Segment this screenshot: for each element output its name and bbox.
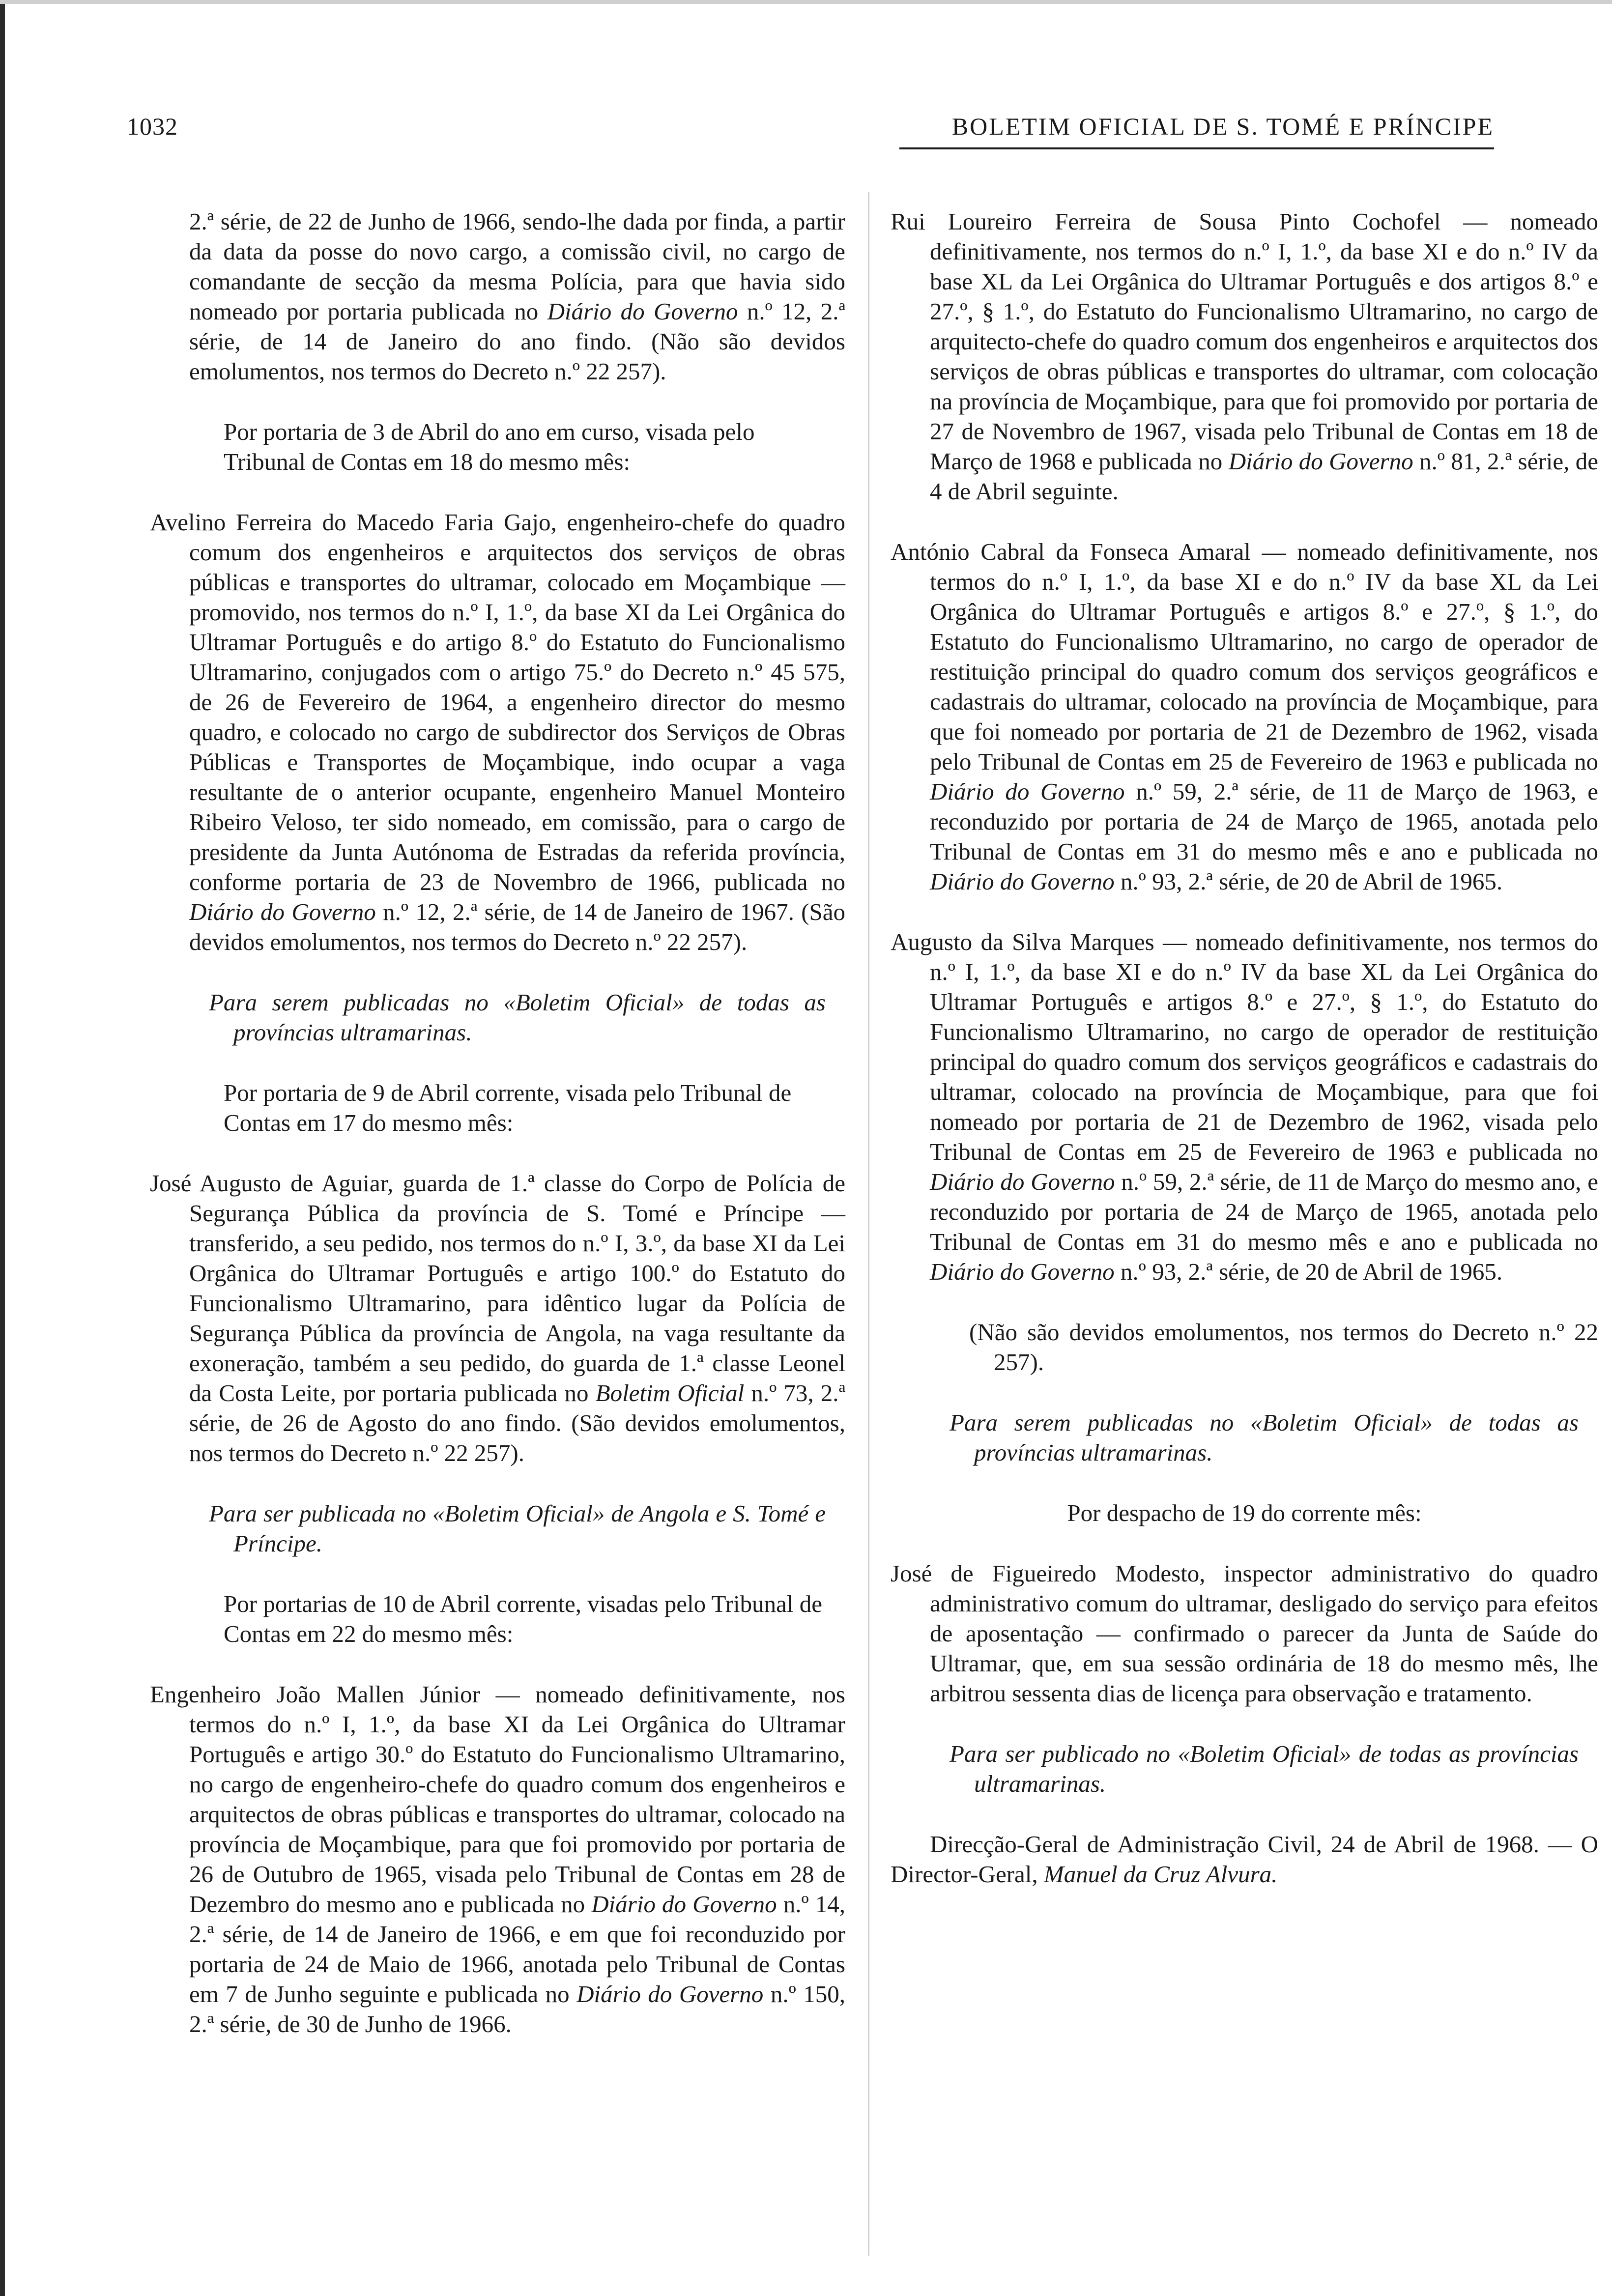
appointment-entry xyxy=(891,537,1598,896)
left-column xyxy=(150,206,845,2069)
despacho-intro: Por despacho de 19 do corrente mês: xyxy=(1067,1499,1422,1526)
publication-notice: Para serem publicadas no «Boletim Oficial» de todas as províncias ultramarinas. xyxy=(950,1409,1579,1466)
appointment-entry xyxy=(891,927,1598,1287)
italic-run: Diário do Governo xyxy=(189,898,376,925)
text-run: n.º 150, 2.ª série, de 30 de Junho de 1966. xyxy=(189,1980,846,2038)
italic-run: Diário do Governo xyxy=(576,1980,764,2008)
appointment-entry xyxy=(150,1679,845,2039)
italic-run: Diário do Governo xyxy=(547,298,738,325)
page-header xyxy=(127,112,1494,146)
appointment-entry xyxy=(891,206,1598,506)
scan-edge-left xyxy=(0,0,5,2296)
signature-block xyxy=(891,1829,1598,1889)
text-run: n.º 59, 2.ª série, de 11 de Março de 1963, e reconduzido por portaria de 24 de Março de 1965, anotada pelo Tribunal de Contas em 31 do mesmo mês e ano e publicada no xyxy=(930,778,1598,865)
signature-text: Direcção-Geral de Administração Civil, 24 de Abril de 1968. — O Director-Geral, xyxy=(891,1831,1598,1888)
column-divider xyxy=(868,192,869,2256)
text-run: n.º 59, 2.ª série, de 11 de Março do mesmo ano, e reconduzido por portaria de 24 de Março de 1965, anotada pelo Tribunal de Contas em 31 do mesmo mês e ano e publicada no xyxy=(930,1168,1599,1255)
text-run: n.º 93, 2.ª série, de 20 de Abril de 1965. xyxy=(1120,1258,1503,1285)
text-run: n.º 93, 2.ª série, de 20 de Abril de 1965. xyxy=(1120,868,1503,895)
publication-notice: Para serem publicadas no «Boletim Oficial» de todas as províncias ultramarinas. xyxy=(209,989,826,1046)
text-run: António Cabral da Fonseca Amaral — nomeado definitivamente, nos termos do n.º I, 1.º, da base XI e do n.º IV da base XL da Lei Orgânica do Ultramar Português e artigos 8.º e 27.º, § 1.º, do Estatuto do Funcionalismo Ultramarino, no cargo de operador de restituição principal do quadro comum dos serviços geográficos e cadastrais do ultramar, colocado na província de Moçambique, para que foi nomeado por portaria de 21 de Dezembro de 1962, visada pelo Tribunal de Contas em 25 de Fevereiro de 1963 e publicada no xyxy=(891,538,1598,775)
text-run: Engenheiro João Mallen Júnior — nomeado definitivamente, nos termos do n.º I, 1.º, da base XI da Lei Orgânica do Ultramar Português e artigo 30.º do Estatuto do Funcionalismo Ultramarino, no cargo de engenheiro-chefe do quadro comum dos engenheiros e arquitectos de obras públicas e transportes do ultramar, colocado na província de Moçambique, para que foi promovido por portaria de 26 de Outubro de 1965, visada pelo Tribunal de Contas em 28 de Dezembro do mesmo ano e publicada no xyxy=(150,1681,845,1918)
header-rule xyxy=(899,147,1494,149)
scan-edge-top xyxy=(0,0,1612,4)
text-run: Avelino Ferreira do Macedo Faria Gajo, engenheiro-chefe do quadro comum dos engenheiros e arquitectos dos serviços de obras públicas e transportes do ultramar, colocado em Moçambique — promovido, nos termos do n.º I, 1.º, da base XI da Lei Orgânica do Ultramar Português e do artigo 8.º do Estatuto do Funcionalismo Ultramarino, conjugados com o artigo 75.º do Decreto n.º 45 575, de 26 de Fevereiro de 1964, a engenheiro director do mesmo quadro, e colocado no cargo de subdirector dos Serviços de Obras Públicas e Transportes de Moçambique, indo ocupar a vaga resultante de o anterior ocupante, engenheiro Manuel Monteiro Ribeiro Veloso, ter sido nomeado, em comissão, para o cargo de presidente da Junta Autónoma de Estradas da referida província, conforme portaria de 23 de Novembro de 1966, publicada no xyxy=(150,509,845,895)
text-run: 2.ª série, de 22 de Junho de 1966, sendo-lhe dada por finda, a partir da data da posse do novo cargo, a comissão civil, no cargo de comandante de secção da mesma Polícia, para que havia sido nomeado por portaria publicada no xyxy=(189,208,845,325)
signatory-name: Manuel da Cruz Alvura. xyxy=(1043,1861,1278,1888)
italic-run: Boletim Oficial xyxy=(595,1379,745,1406)
text-run: José Augusto de Aguiar, guarda de 1.ª classe do Corpo de Polícia de Segurança Pública da província de S. Tomé e Príncipe — transferido, a seu pedido, nos termos do n.º I, 3.º, da base XI da Lei Orgânica do Ultramar Português e artigo 100.º do Estatuto do Funcionalismo Ultramarino, para idêntico lugar da Polícia de Segurança Pública da província de Angola, na vaga resultante da exoneração, também a seu pedido, do guarda de 1.ª classe Leonel da Costa Leite, por portaria publicada no xyxy=(150,1170,845,1406)
portaria-intro: Por portaria de 9 de Abril corrente, visada pelo Tribunal de Contas em 17 do mesmo mês: xyxy=(224,1079,792,1136)
continued-paragraph xyxy=(150,206,845,386)
italic-run: Diário do Governo xyxy=(1228,448,1413,475)
appointment-entry: José de Figueiredo Modesto, inspector administrativo do quadro administrativo comum do ultramar, desligado do serviço para efeitos de aposentação — confirmado o parecer da Junta de Saúde do Ultramar, que, em sua sessão ordinária de 18 do mesmo mês, lhe arbitrou sessenta dias de licença para observação e tratamento. xyxy=(891,1560,1598,1707)
page-number: 1032 xyxy=(127,113,178,140)
italic-run: Diário do Governo xyxy=(930,778,1125,805)
text-run: Rui Loureiro Ferreira de Sousa Pinto Cochofel — nomeado definitivamente, nos termos do n.º I, 1.º, da base XI e do n.º IV da base XL da Lei Orgânica do Ultramar Português e dos artigos 8.º e 27.º, § 1.º, do Estatuto do Funcionalismo Ultramarino, no cargo de arquitecto-chefe do quadro comum dos engenheiros e arquitectos dos serviços de obras públicas e transportes do ultramar, com colocação na província de Moçambique, para que foi promovido por portaria de 27 de Novembro de 1967, visada pelo Tribunal de Contas em 18 de Março de 1968 e publicada no xyxy=(891,208,1598,475)
emoluments-note: (Não são devidos emolumentos, nos termos do Decreto n.º 22 257). xyxy=(969,1319,1598,1376)
appointment-entry xyxy=(150,1168,845,1468)
appointment-entry xyxy=(150,507,845,957)
text-run: n.º 12, 2.ª série, de 14 de Janeiro de 1967. (São devidos emolumentos, nos termos do Decreto n.º 22 257). xyxy=(189,898,846,955)
text-run: n.º 12, 2.ª série, de 14 de Janeiro do ano findo. (Não são devidos emolumentos, nos termos do Decreto n.º 22 257). xyxy=(189,298,846,385)
publication-notice: Para ser publicado no «Boletim Oficial» de todas as províncias ultramarinas. xyxy=(950,1740,1579,1797)
text-run: Augusto da Silva Marques — nomeado definitivamente, nos termos do n.º I, 1.º, da base XI e do n.º IV da base XL da Lei Orgânica do Ultramar Português e artigos 8.º e 27.º, § 1.º, do Estatuto do Funcionalismo Ultramarino, no cargo de operador de restituição principal do quadro comum dos serviços geográficos e cadastrais do ultramar, colocado na província de Moçambique, para que foi nomeado por portaria de 21 de Dezembro de 1962, visada pelo Tribunal de Contas em 25 de Fevereiro de 1963 e publicada no xyxy=(891,928,1598,1165)
publication-notice: Para ser publicada no «Boletim Oficial» de Angola e S. Tomé e Príncipe. xyxy=(209,1500,826,1557)
portaria-intro: Por portarias de 10 de Abril corrente, visadas pelo Tribunal de Contas em 22 do mesmo mês: xyxy=(224,1590,822,1647)
running-title: BOLETIM OFICIAL DE S. TOMÉ E PRÍNCIPE xyxy=(951,113,1494,140)
text-run: n.º 81, 2.ª série, de 4 de Abril seguinte. xyxy=(930,448,1599,505)
text-run: n.º 14, 2.ª série, de 14 de Janeiro de 1966, e em que foi reconduzido por portaria de 24 de Maio de 1966, anotada pelo Tribunal de Contas em 7 de Junho seguinte e publicada no xyxy=(189,1891,846,2008)
italic-run: Diário do Governo xyxy=(930,868,1115,895)
italic-run: Diário do Governo xyxy=(930,1168,1115,1195)
italic-run: Diário do Governo xyxy=(591,1891,777,1918)
portaria-intro: Por portaria de 3 de Abril do ano em curso, visada pelo Tribunal de Contas em 18 do mesmo mês: xyxy=(224,418,755,475)
right-column xyxy=(891,206,1598,1889)
italic-run: Diário do Governo xyxy=(930,1258,1115,1285)
text-run: n.º 73, 2.ª série, de 26 de Agosto do ano findo. (São devidos emolumentos, nos termos do Decreto n.º 22 257). xyxy=(189,1379,846,1466)
